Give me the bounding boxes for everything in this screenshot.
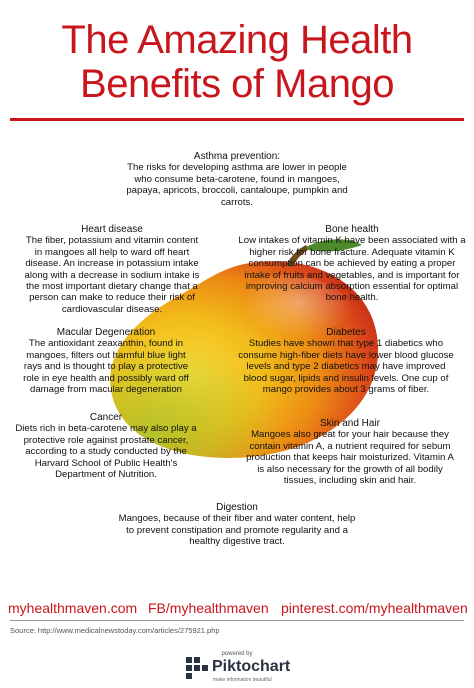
footer-links <box>0 600 474 622</box>
heart-heading: Heart disease <box>81 224 143 235</box>
bone-line-2: higher risk for bone fracture. Adequate vitamin K <box>249 246 455 258</box>
logo-text: Piktochart <box>212 658 291 675</box>
bone-line-3: consumption can be achieved by eating a proper <box>248 258 456 270</box>
title-line-1: The Amazing Health <box>61 18 413 62</box>
cancer-line-3: according to a study conducted by the <box>25 446 187 458</box>
asthma-line-1: The risks for developing asthma are lower in people <box>127 162 347 174</box>
facebook-link[interactable]: FB/myhealthmaven <box>148 600 269 616</box>
diabetes-section <box>218 327 474 395</box>
heart-line-4: along with a decrease in sodium intake is <box>24 269 200 281</box>
digestion-section <box>87 502 387 548</box>
heart-line-5: the most important dietary change that a <box>26 281 198 293</box>
bone-line-5: improving calcium absorption essential for optimal <box>245 281 459 293</box>
diabetes-line-4: blood sugar, lipids and insulin levels. One cup of <box>243 372 449 384</box>
heart-line-3: disease. An increase in potassium intake <box>25 258 199 270</box>
macular-line-5: damage from macular degeneration <box>30 384 182 396</box>
asthma-line-2: who consume beta-carotene, found in mangoes, <box>134 173 340 185</box>
diabetes-line-2: consume high-fiber diets have lower blood glucose <box>238 349 454 361</box>
diabetes-heading: Diabetes <box>326 327 366 338</box>
heart-line-6: person can make to reduce their risk of <box>29 292 195 304</box>
digestion-line-3: healthy digestive tract. <box>189 536 285 548</box>
asthma-line-3: papaya, apricots, broccoli, cantaloupe, pumpkin and <box>126 185 348 197</box>
heart-line-1: The fiber, potassium and vitamin content <box>25 235 199 247</box>
cancer-heading: Cancer <box>89 412 123 423</box>
diabetes-line-1: Studies have shown that type 1 diabetics who <box>248 338 444 350</box>
macular-section <box>0 327 212 395</box>
heart-line-7: cardiovascular disease. <box>61 303 163 315</box>
cancer-line-5: Department of Nutrition. <box>55 469 157 481</box>
logo-tagline: make information beautiful <box>213 677 272 683</box>
asthma-section <box>105 151 369 208</box>
macular-line-3: rays and is thought to play a protective <box>23 361 189 373</box>
skin-line-5: tissues, including skin and hair. <box>283 475 417 487</box>
bone-line-6: bone health. <box>325 292 379 304</box>
macular-line-1: The antioxidant zeaxanthin, found in <box>28 338 184 350</box>
page-title <box>0 18 474 106</box>
skin-heading: Skin and Hair <box>319 418 381 429</box>
powered-by-text: powered by <box>221 651 253 657</box>
footer-divider <box>10 620 464 621</box>
skin-section <box>226 418 474 486</box>
heart-line-2: in mangoes all help to ward off heart <box>34 246 190 258</box>
bone-section <box>230 224 474 304</box>
cancer-section <box>0 412 212 480</box>
cancer-line-4: Harvard School of Public Health's <box>34 457 178 469</box>
cancer-line-1: Diets rich in beta-carotene may also play a <box>15 423 197 435</box>
digestion-line-2: to prevent constipation and promote regularity and a <box>126 524 348 536</box>
asthma-line-4: carrots. <box>221 196 253 208</box>
asthma-heading: Asthma prevention: <box>193 151 281 162</box>
website-link[interactable]: myhealthmaven.com <box>8 600 138 616</box>
title-line-2: Benefits of Mango <box>80 62 394 106</box>
source-citation: Source: http://www.medicalnewstoday.com/articles/275921.php <box>10 626 220 635</box>
title-divider <box>10 118 464 121</box>
bone-heading: Bone health <box>325 224 379 235</box>
digestion-line-1: Mangoes, because of their fiber and water content, help <box>118 513 356 525</box>
skin-line-2: contain vitamin A, a nutrient required for sebum <box>249 440 451 452</box>
skin-line-4: is also necessary for the growth of all bodily <box>257 463 443 475</box>
digestion-heading: Digestion <box>216 502 258 513</box>
macular-line-2: mangoes, filters out harmful blue light <box>26 349 186 361</box>
macular-line-4: role in eye health and possibly ward off <box>23 372 189 384</box>
piktochart-logo-icon <box>186 657 208 681</box>
diabetes-line-5: mango provides about 3 grams of fiber. <box>262 384 430 396</box>
diabetes-line-3: levels and type 2 diabetics may have improved <box>246 361 446 373</box>
bone-line-4: intake of fruits and vegetables, and is important for <box>244 269 460 281</box>
cancer-line-2: protective role against prostate cancer, <box>23 434 189 446</box>
heart-section <box>0 224 224 315</box>
macular-heading: Macular Degeneration <box>56 327 156 338</box>
pinterest-link[interactable]: pinterest.com/myhealthmaven <box>281 600 468 616</box>
skin-line-3: production that keeps hair moisturized. Vitamin A <box>246 452 454 464</box>
bone-line-1: Low intakes of vitamin K have been associated with a <box>238 235 466 247</box>
piktochart-logo[interactable] <box>186 657 290 683</box>
skin-line-1: Mangoes also great for your hair because they <box>251 429 449 441</box>
